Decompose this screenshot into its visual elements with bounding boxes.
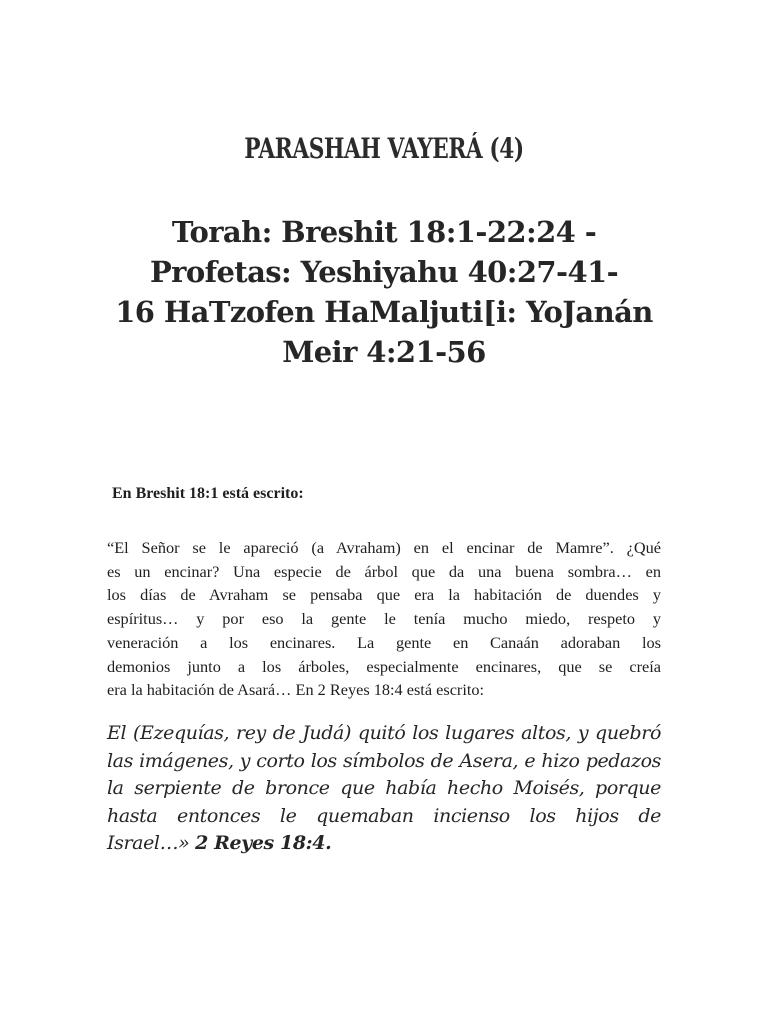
quote-line: la serpiente de bronce que había hecho Moisés, porque	[107, 777, 661, 799]
quote-reference: 2 Reyes 18:4.	[195, 832, 332, 854]
quote-line: El (Ezequías, rey de Judá) quitó los lugares altos, y quebró	[107, 722, 661, 744]
paragraph-line: los días de Avraham se pensaba que era la habitación de duendes y	[107, 585, 661, 605]
subtitle-line: Meir 4:21-56	[282, 335, 486, 369]
paragraph-line: veneración a los encinares. La gente en Canaán adoraban los	[107, 632, 661, 652]
paragraph-line: espíritus… y por eso la gente le tenía mucho miedo, respeto y	[107, 609, 661, 629]
paragraph-line: es un encinar? Una especie de árbol que da una buena sombra… en	[107, 561, 661, 581]
quote-line: las imágenes, y corto los símbolos de Asera, e hizo pedazos	[107, 749, 661, 772]
readings-subtitle	[100, 212, 668, 372]
paragraph-line: “El Señor se le apareció (a Avraham) en el encinar de Mamre”. ¿Qué	[107, 538, 661, 557]
body-paragraph	[107, 536, 661, 702]
intro-heading: En Breshit 18:1 está escrito:	[112, 485, 304, 502]
subtitle-line: Profetas: Yeshiyahu 40:27-41-	[149, 255, 619, 289]
quote-line-text: Israel…»	[107, 832, 196, 854]
quote-line-final	[107, 830, 661, 858]
paragraph-line: demonios junto a los árboles, especialmente encinares, que se creía	[107, 656, 661, 676]
quote-line: hasta entonces le quemaban incienso los hijos de	[107, 804, 661, 827]
scripture-quote	[107, 720, 661, 858]
paragraph-line: era la habitación de Asará… En 2 Reyes 18:4 está escrito:	[107, 680, 485, 700]
subtitle-line: Torah: Breshit 18:1-22:24 -	[171, 215, 597, 249]
page-title: PARASHAH VAYERÁ (4)	[244, 132, 524, 165]
subtitle-line: 16 HaTzofen HaMaljuti[i: YoJanán	[115, 295, 653, 329]
